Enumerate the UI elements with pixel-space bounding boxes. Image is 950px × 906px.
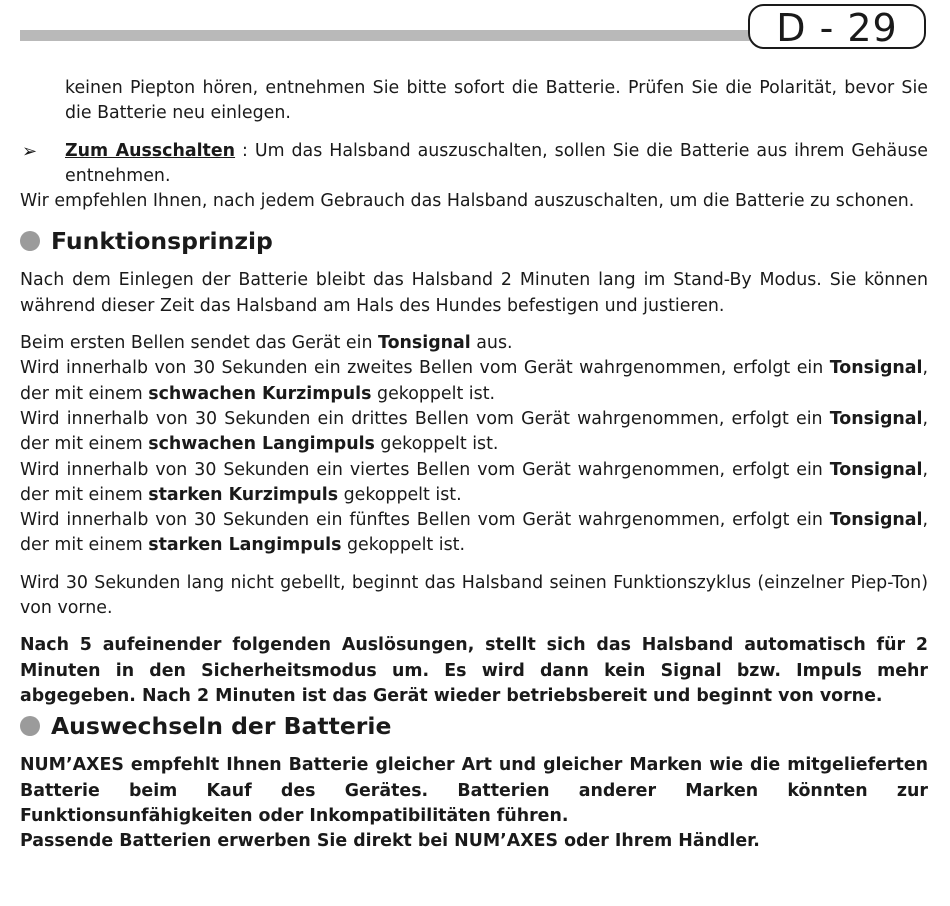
bark-item: Wird innerhalb von 30 Sekunden ein drittes Bellen vom Gerät wahrgenommen, erfolgt ein Tonsignal, der mit einem schwachen Langimpuls gekoppelt ist.	[20, 408, 928, 455]
tonsignal-term: Tonsignal	[829, 358, 923, 379]
battery-recommendation: NUM’AXES empfehlt Ihnen Batterie gleicher Art und gleicher Marken wie die mitgelieferten Batterie beim Kauf des Gerätes. Batterien anderer Marken könnten zur Funktionsunfähigkeiten oder Inkompatibilitäten führen.	[20, 755, 928, 826]
section-heading-batterie	[20, 709, 928, 743]
impulse-term: starken Kurzimpuls	[148, 484, 339, 505]
switch-off-label: Zum Ausschalten	[65, 140, 236, 161]
impulse-term: starken Langimpuls	[148, 535, 342, 556]
header-rule	[20, 30, 760, 41]
bullet-circle-icon	[20, 716, 40, 736]
bark-item: Wird innerhalb von 30 Sekunden ein zweites Bellen vom Gerät wahrgenommen, erfolgt ein Tonsignal, der mit einem schwachen Kurzimpuls gekoppelt ist.	[20, 358, 928, 404]
switch-off-text: : Um das Halsband auszuschalten, sollen Sie die Batterie aus ihrem Gehäuse entnehmen.	[65, 140, 929, 186]
first-bark-end: aus.	[470, 333, 513, 354]
bark-item: Wird innerhalb von 30 Sekunden ein viertes Bellen vom Gerät wahrgenommen, erfolgt ein Tonsignal, der mit einem starken Kurzimpuls gekoppelt ist.	[20, 459, 928, 505]
tonsignal-term: Tonsignal	[829, 510, 923, 531]
section-title: Funktionsprinzip	[51, 227, 273, 256]
impulse-term: schwachen Langimpuls	[148, 434, 375, 455]
restart-paragraph: Wird 30 Sekunden lang nicht gebellt, beginnt das Halsband seinen Funktionszyklus (einzelner Piep-Ton) von vorne.	[20, 572, 928, 619]
battery-purchase-note: Passende Batterien erwerben Sie direkt bei NUM’AXES oder Ihrem Händler.	[20, 831, 760, 852]
bullet-circle-icon	[20, 231, 40, 251]
impulse-term: schwachen Kurzimpuls	[148, 383, 372, 404]
first-bark-text: Beim ersten Bellen sendet das Gerät ein	[20, 333, 379, 354]
tonsignal-term: Tonsignal	[829, 459, 923, 480]
recommend-text: Wir empfehlen Ihnen, nach jedem Gebrauch das Halsband auszuschalten, um die Batterie zu schonen.	[20, 191, 915, 212]
bark-item: Wird innerhalb von 30 Sekunden ein fünftes Bellen vom Gerät wahrgenommen, erfolgt ein Tonsignal, der mit einem starken Langimpuls gekoppelt ist.	[20, 510, 928, 556]
section-title: Auswechseln der Batterie	[51, 712, 392, 741]
safety-mode-paragraph: Nach 5 aufeinender folgenden Auslösungen, stellt sich das Halsband automatisch für 2 Minuten in den Sicherheitsmodus um. Es wird dann kein Signal bzw. Impuls mehr abgegeben. Nach 2 Minuten ist das Gerät wieder betriebsbereit und beginnt von vorne.	[20, 635, 928, 706]
first-bark-line	[20, 331, 928, 356]
section-heading-funktionsprinzip	[20, 224, 928, 258]
page-number-badge: D - 29	[748, 4, 926, 49]
tonsignal-term: Tonsignal	[829, 408, 923, 429]
switch-off-item	[20, 139, 928, 190]
document-body	[20, 76, 928, 854]
standby-paragraph: Nach dem Einlegen der Batterie bleibt das Halsband 2 Minuten lang im Stand-By Modus. Sie können während dieser Zeit das Halsband am Hals des Hundes befestigen und justieren.	[20, 270, 928, 316]
intro-continuation: keinen Piepton hören, entnehmen Sie bitte sofort die Batterie. Prüfen Sie die Polarität, bevor Sie die Batterie neu einlegen.	[65, 78, 928, 124]
tonsignal-term: Tonsignal	[378, 333, 471, 354]
arrow-bullet-icon: ➢	[22, 140, 38, 162]
